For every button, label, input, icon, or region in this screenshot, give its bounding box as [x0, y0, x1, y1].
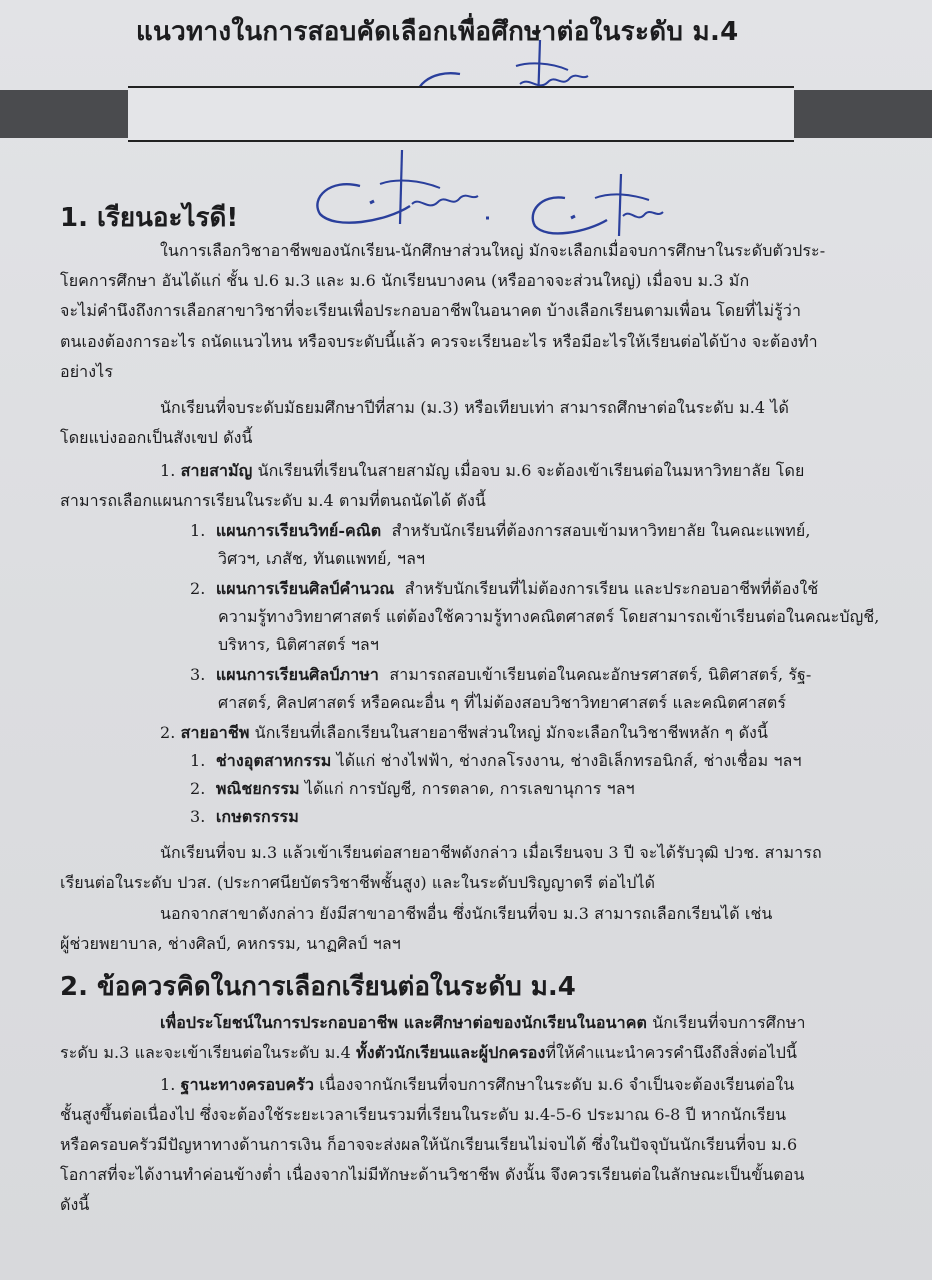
plan-arts-language	[190, 663, 811, 688]
item-number: 1.	[160, 461, 176, 480]
item-title: ฐานะทางครอบครัว	[180, 1075, 315, 1094]
paragraph-line: ศาสตร์, ศิลปศาสตร์ หรือคณะอื่น ๆ ที่ไม่ต้องสอบวิชาวิทยาศาสตร์ และคณิตศาสตร์	[218, 693, 787, 712]
item-title: พณิชยกรรม	[215, 779, 300, 798]
signature-middle-right	[525, 168, 685, 248]
section2-heading: 2. ข้อควรคิดในการเลือกเรียนต่อในระดับ ม.4	[60, 972, 576, 1002]
paragraph-line: ตนเองต้องการอะไร ถนัดแนวไหน หรือจบระดับนี้แล้ว ควรจะเรียนอะไร หรือมีอะไรให้เรียนต่อได้บ้าง จะต้องทำ	[60, 332, 818, 351]
item-title: สายสามัญ	[180, 461, 253, 480]
item-title: แผนการเรียนศิลป์ภาษา	[215, 665, 379, 684]
paragraph-line: อย่างไร	[60, 362, 114, 381]
plan-arts-math	[190, 577, 818, 602]
signature-middle-left	[300, 148, 500, 238]
paragraph-line: วิศวฯ, เภสัช, ทันตแพทย์, ฯลฯ	[218, 549, 426, 568]
paragraph-line: ชั้นสูงขึ้นต่อเนื่องไป ซึ่งจะต้องใช้ระยะเวลาเรียนรวมที่เรียนในระดับ ม.4-5-6 ประมาณ 6-8 ปี หากนักเรียน	[60, 1105, 787, 1124]
paragraph-line: ความรู้ทางวิทยาศาสตร์ แต่ต้องใช้ความรู้ทางคณิตศาสตร์ โดยสามารถเข้าเรียนต่อในคณะบัญชี,	[218, 607, 880, 626]
item-title: สายอาชีพ	[180, 723, 250, 742]
item-title: ช่างอุตสาหกรรม	[215, 751, 332, 770]
item-text: นักเรียนที่เลือกเรียนในสายอาชีพส่วนใหญ่ มักจะเลือกในวิชาชีพหลัก ๆ ดังนี้	[254, 723, 769, 742]
item-number: 2.	[190, 779, 206, 798]
paragraph-line: สามารถเลือกแผนการเรียนในระดับ ม.4 ตามที่ตนถนัดได้ ดังนี้	[60, 491, 486, 510]
stream-general	[160, 459, 804, 484]
intro-text: ที่ให้คำแนะนำควรคำนึงถึงสิ่งต่อไปนี้	[545, 1043, 798, 1062]
item-text: นักเรียนที่เรียนในสายสามัญ เมื่อจบ ม.6 จะต้องเข้าเรียนต่อในมหาวิทยาลัย โดย	[257, 461, 805, 480]
stream-vocational	[160, 721, 768, 746]
intro-text: ระดับ ม.3 และจะเข้าเรียนต่อในระดับ ม.4	[60, 1043, 351, 1062]
paragraph-line: ผู้ช่วยพยาบาล, ช่างศิลป์, คหกรรม, นาฏศิลป์ ฯลฯ	[60, 934, 401, 953]
vocational-industrial	[190, 749, 802, 774]
paragraph-line: นักเรียนที่จบ ม.3 แล้วเข้าเรียนต่อสายอาชีพดังกล่าว เมื่อเรียนจบ 3 ปี จะได้รับวุฒิ ปวช. สามารถ	[160, 843, 822, 862]
item-number: 1.	[190, 521, 206, 540]
factor-family-status	[160, 1073, 794, 1098]
intro-text: นักเรียนที่จบการศึกษา	[652, 1013, 806, 1032]
paragraph-line: บริหาร, นิติศาสตร์ ฯลฯ	[218, 635, 379, 654]
item-title: แผนการเรียนศิลป์คำนวณ	[215, 579, 395, 598]
intro-bold: ทั้งตัวนักเรียนและผู้ปกครอง	[356, 1043, 546, 1062]
item-number: 2.	[160, 723, 176, 742]
paragraph-line: นอกจากสาขาดังกล่าว ยังมีสาขาอาชีพอื่น ซึ่งนักเรียนที่จบ ม.3 สามารถเลือกเรียนได้ เช่น	[160, 904, 773, 923]
item-number: 3.	[190, 807, 206, 826]
item-number: 2.	[190, 579, 206, 598]
paragraph-line: ดังนี้	[60, 1195, 90, 1214]
intro-bold: เพื่อประโยชน์ในการประกอบอาชีพ และศึกษาต่อของนักเรียนในอนาคต	[160, 1013, 648, 1032]
section2-intro-line2	[60, 1041, 797, 1066]
item-number: 1.	[190, 751, 206, 770]
paragraph-line: เรียนต่อในระดับ ปวส. (ประกาศนียบัตรวิชาชีพชั้นสูง) และในระดับปริญญาตรี ต่อไปได้	[60, 873, 656, 892]
plan-science-math	[190, 519, 811, 544]
item-text: ได้แก่ ช่างไฟฟ้า, ช่างกลโรงงาน, ช่างอิเล็กทรอนิกส์, ช่างเชื่อม ฯลฯ	[336, 751, 802, 770]
item-number: 3.	[190, 665, 206, 684]
vocational-agriculture	[190, 805, 299, 830]
item-number: 1.	[160, 1075, 176, 1094]
title-box	[128, 86, 794, 142]
paragraph-line: หรือครอบครัวมีปัญหาทางด้านการเงิน ก็อาจจะส่งผลให้นักเรียนเรียนไม่จบได้ ซึ่งในปัจจุบันนักเรียนที่จบ ม.6	[60, 1135, 798, 1154]
item-text: ได้แก่ การบัญชี, การตลาด, การเลขานุการ ฯลฯ	[304, 779, 635, 798]
vocational-commerce	[190, 777, 635, 802]
section1-heading: 1. เรียนอะไรดี!	[60, 203, 239, 233]
paragraph-line: โดยแบ่งออกเป็นสังเขป ดังนี้	[60, 428, 253, 447]
page-title: แนวทางในการสอบคัดเลือกเพื่อศึกษาต่อในระดับ ม.4	[136, 17, 739, 47]
paragraph-line: นักเรียนที่จบระดับมัธยมศึกษาปีที่สาม (ม.3) หรือเทียบเท่า สามารถศึกษาต่อในระดับ ม.4 ได้	[160, 398, 790, 417]
banner-right-bar	[794, 90, 932, 138]
section2-intro	[160, 1011, 806, 1036]
item-text: เนื่องจากนักเรียนที่จบการศึกษาในระดับ ม.6 จำเป็นจะต้องเรียนต่อใน	[319, 1075, 795, 1094]
item-title: แผนการเรียนวิทย์-คณิต	[215, 521, 382, 540]
title-banner	[0, 86, 932, 144]
item-title: เกษตรกรรม	[215, 807, 299, 826]
item-text: สามารถสอบเข้าเรียนต่อในคณะอักษรศาสตร์, นิติศาสตร์, รัฐ-	[389, 665, 812, 684]
paragraph-line: โยคการศึกษา อันได้แก่ ชั้น ป.6 ม.3 และ ม.6 นักเรียนบางคน (หรืออาจจะส่วนใหญ่) เมื่อจบ ม.3 มัก	[60, 271, 750, 290]
banner-left-bar	[0, 90, 128, 138]
item-text: สำหรับนักเรียนที่ไม่ต้องการเรียน และประกอบอาชีพที่ต้องใช้	[404, 579, 819, 598]
item-text: สำหรับนักเรียนที่ต้องการสอบเข้ามหาวิทยาลัย ในคณะแพทย์,	[391, 521, 811, 540]
paragraph-line: ในการเลือกวิชาอาชีพของนักเรียน-นักศึกษาส่วนใหญ่ มักจะเลือกเมื่อจบการศึกษาในระดับตัวประ-	[160, 241, 826, 260]
paragraph-line: จะไม่คำนึงถึงการเลือกสาขาวิชาที่จะเรียนเพื่อประกอบอาชีพในอนาคต บ้างเลือกเรียนตามเพื่อน โดยที่ไม่รู้ว่า	[60, 301, 802, 320]
paragraph-line: โอกาสที่จะได้งานทำค่อนข้างต่ำ เนื่องจากไม่มีทักษะด้านวิชาชีพ ดังนั้น จึงควรเรียนต่อในลักษณะเป็นขั้นตอน	[60, 1165, 805, 1184]
